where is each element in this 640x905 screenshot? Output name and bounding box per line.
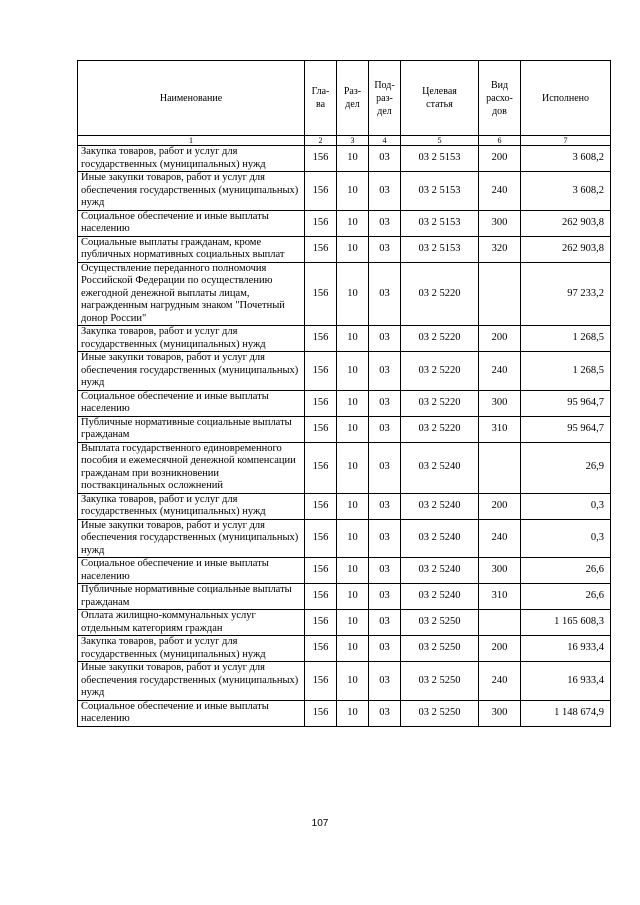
row-executed: 26,6 bbox=[521, 584, 611, 610]
row-executed: 0,3 bbox=[521, 493, 611, 519]
row-subsection: 03 bbox=[369, 172, 401, 211]
row-subsection: 03 bbox=[369, 584, 401, 610]
table-row bbox=[78, 262, 611, 326]
row-expense-type: 310 bbox=[479, 584, 521, 610]
row-name: Закупка товаров, работ и услуг для государственных (муниципальных) нужд bbox=[78, 493, 305, 519]
column-number: 1 bbox=[78, 136, 305, 146]
table-row bbox=[78, 700, 611, 726]
row-section: 10 bbox=[337, 610, 369, 636]
table-row bbox=[78, 172, 611, 211]
row-target: 03 2 5240 bbox=[401, 558, 479, 584]
table-row bbox=[78, 493, 611, 519]
row-subsection: 03 bbox=[369, 236, 401, 262]
table-row bbox=[78, 146, 611, 172]
row-expense-type: 200 bbox=[479, 326, 521, 352]
row-chapter: 156 bbox=[305, 326, 337, 352]
row-section: 10 bbox=[337, 636, 369, 662]
row-target: 03 2 5153 bbox=[401, 210, 479, 236]
row-name: Социальные выплаты гражданам, кроме публичных нормативных социальных выплат bbox=[78, 236, 305, 262]
row-chapter: 156 bbox=[305, 519, 337, 558]
table-row bbox=[78, 636, 611, 662]
table-row bbox=[78, 210, 611, 236]
row-section: 10 bbox=[337, 700, 369, 726]
budget-table bbox=[77, 60, 611, 727]
table-row bbox=[78, 236, 611, 262]
column-number: 4 bbox=[369, 136, 401, 146]
row-chapter: 156 bbox=[305, 493, 337, 519]
row-executed: 1 268,5 bbox=[521, 352, 611, 391]
row-expense-type: 300 bbox=[479, 210, 521, 236]
row-subsection: 03 bbox=[369, 662, 401, 701]
header-target: Целевая статья bbox=[401, 61, 479, 136]
row-target: 03 2 5240 bbox=[401, 493, 479, 519]
row-expense-type: 320 bbox=[479, 236, 521, 262]
column-number: 5 bbox=[401, 136, 479, 146]
row-name: Иные закупки товаров, работ и услуг для обеспечения государственных (муниципальных) нужд bbox=[78, 662, 305, 701]
row-chapter: 156 bbox=[305, 610, 337, 636]
row-expense-type: 300 bbox=[479, 558, 521, 584]
row-section: 10 bbox=[337, 558, 369, 584]
row-name: Выплата государственного единовременного пособия и ежемесячной денежной компенсации гражданам при возникновении поствакцинальных осложнений bbox=[78, 442, 305, 493]
row-name: Закупка товаров, работ и услуг для государственных (муниципальных) нужд bbox=[78, 636, 305, 662]
row-target: 03 2 5220 bbox=[401, 416, 479, 442]
row-expense-type: 310 bbox=[479, 416, 521, 442]
row-executed: 95 964,7 bbox=[521, 416, 611, 442]
row-subsection: 03 bbox=[369, 210, 401, 236]
row-chapter: 156 bbox=[305, 390, 337, 416]
row-executed: 95 964,7 bbox=[521, 390, 611, 416]
row-chapter: 156 bbox=[305, 584, 337, 610]
row-subsection: 03 bbox=[369, 416, 401, 442]
row-expense-type: 200 bbox=[479, 493, 521, 519]
row-section: 10 bbox=[337, 584, 369, 610]
row-expense-type: 240 bbox=[479, 352, 521, 391]
row-target: 03 2 5250 bbox=[401, 636, 479, 662]
row-name: Социальное обеспечение и иные выплаты населению bbox=[78, 210, 305, 236]
row-subsection: 03 bbox=[369, 262, 401, 326]
row-target: 03 2 5250 bbox=[401, 662, 479, 701]
header-name: Наименование bbox=[78, 61, 305, 136]
table-row bbox=[78, 352, 611, 391]
row-target: 03 2 5220 bbox=[401, 262, 479, 326]
row-chapter: 156 bbox=[305, 662, 337, 701]
row-section: 10 bbox=[337, 493, 369, 519]
row-section: 10 bbox=[337, 172, 369, 211]
row-expense-type: 200 bbox=[479, 146, 521, 172]
row-executed: 97 233,2 bbox=[521, 262, 611, 326]
row-subsection: 03 bbox=[369, 390, 401, 416]
row-name: Закупка товаров, работ и услуг для государственных (муниципальных) нужд bbox=[78, 326, 305, 352]
row-expense-type: 240 bbox=[479, 519, 521, 558]
row-expense-type: 300 bbox=[479, 390, 521, 416]
table-row bbox=[78, 442, 611, 493]
row-expense-type: 240 bbox=[479, 172, 521, 211]
row-subsection: 03 bbox=[369, 352, 401, 391]
row-chapter: 156 bbox=[305, 558, 337, 584]
row-name: Публичные нормативные социальные выплаты гражданам bbox=[78, 416, 305, 442]
row-expense-type: 200 bbox=[479, 636, 521, 662]
table-row bbox=[78, 326, 611, 352]
column-number-row bbox=[78, 136, 611, 146]
row-subsection: 03 bbox=[369, 636, 401, 662]
row-target: 03 2 5250 bbox=[401, 610, 479, 636]
row-executed: 3 608,2 bbox=[521, 146, 611, 172]
table-body bbox=[78, 146, 611, 727]
row-target: 03 2 5220 bbox=[401, 352, 479, 391]
table-row bbox=[78, 610, 611, 636]
row-executed: 262 903,8 bbox=[521, 236, 611, 262]
row-executed: 26,9 bbox=[521, 442, 611, 493]
row-name: Закупка товаров, работ и услуг для государственных (муниципальных) нужд bbox=[78, 146, 305, 172]
column-number: 7 bbox=[521, 136, 611, 146]
row-chapter: 156 bbox=[305, 700, 337, 726]
row-name: Оплата жилищно-коммунальных услуг отдельным категориям граждан bbox=[78, 610, 305, 636]
row-section: 10 bbox=[337, 416, 369, 442]
row-section: 10 bbox=[337, 326, 369, 352]
row-target: 03 2 5220 bbox=[401, 390, 479, 416]
column-number: 2 bbox=[305, 136, 337, 146]
row-target: 03 2 5220 bbox=[401, 326, 479, 352]
row-executed: 0,3 bbox=[521, 519, 611, 558]
column-number: 3 bbox=[337, 136, 369, 146]
row-target: 03 2 5250 bbox=[401, 700, 479, 726]
row-subsection: 03 bbox=[369, 610, 401, 636]
row-section: 10 bbox=[337, 390, 369, 416]
row-expense-type bbox=[479, 610, 521, 636]
row-name: Иные закупки товаров, работ и услуг для обеспечения государственных (муниципальных) нужд bbox=[78, 352, 305, 391]
row-executed: 16 933,4 bbox=[521, 662, 611, 701]
row-section: 10 bbox=[337, 236, 369, 262]
row-expense-type bbox=[479, 262, 521, 326]
row-subsection: 03 bbox=[369, 146, 401, 172]
table-row bbox=[78, 558, 611, 584]
header-section: Раз- дел bbox=[337, 61, 369, 136]
row-section: 10 bbox=[337, 352, 369, 391]
row-executed: 262 903,8 bbox=[521, 210, 611, 236]
row-executed: 16 933,4 bbox=[521, 636, 611, 662]
row-chapter: 156 bbox=[305, 262, 337, 326]
row-subsection: 03 bbox=[369, 519, 401, 558]
page-number: 107 bbox=[311, 818, 329, 829]
row-subsection: 03 bbox=[369, 326, 401, 352]
table-row bbox=[78, 662, 611, 701]
row-target: 03 2 5240 bbox=[401, 519, 479, 558]
row-name: Социальное обеспечение и иные выплаты населению bbox=[78, 700, 305, 726]
row-chapter: 156 bbox=[305, 236, 337, 262]
row-section: 10 bbox=[337, 662, 369, 701]
row-target: 03 2 5240 bbox=[401, 584, 479, 610]
row-expense-type: 300 bbox=[479, 700, 521, 726]
header-subsection: Под- раз- дел bbox=[369, 61, 401, 136]
row-subsection: 03 bbox=[369, 700, 401, 726]
row-target: 03 2 5153 bbox=[401, 146, 479, 172]
row-subsection: 03 bbox=[369, 442, 401, 493]
row-target: 03 2 5240 bbox=[401, 442, 479, 493]
row-name: Иные закупки товаров, работ и услуг для обеспечения государственных (муниципальных) нужд bbox=[78, 172, 305, 211]
row-chapter: 156 bbox=[305, 416, 337, 442]
row-executed: 3 608,2 bbox=[521, 172, 611, 211]
row-executed: 1 148 674,9 bbox=[521, 700, 611, 726]
row-section: 10 bbox=[337, 519, 369, 558]
row-target: 03 2 5153 bbox=[401, 236, 479, 262]
row-executed: 1 268,5 bbox=[521, 326, 611, 352]
row-subsection: 03 bbox=[369, 493, 401, 519]
table-row bbox=[78, 416, 611, 442]
table-row bbox=[78, 584, 611, 610]
row-chapter: 156 bbox=[305, 636, 337, 662]
table-row bbox=[78, 390, 611, 416]
row-executed: 26,6 bbox=[521, 558, 611, 584]
row-expense-type: 240 bbox=[479, 662, 521, 701]
header-expense-type: Вид расхо- дов bbox=[479, 61, 521, 136]
row-name: Иные закупки товаров, работ и услуг для обеспечения государственных (муниципальных) нужд bbox=[78, 519, 305, 558]
row-target: 03 2 5153 bbox=[401, 172, 479, 211]
row-name: Публичные нормативные социальные выплаты гражданам bbox=[78, 584, 305, 610]
row-chapter: 156 bbox=[305, 172, 337, 211]
row-chapter: 156 bbox=[305, 442, 337, 493]
header-chapter: Гла- ва bbox=[305, 61, 337, 136]
row-chapter: 156 bbox=[305, 352, 337, 391]
row-name: Социальное обеспечение и иные выплаты населению bbox=[78, 558, 305, 584]
row-chapter: 156 bbox=[305, 146, 337, 172]
row-expense-type bbox=[479, 442, 521, 493]
table-row bbox=[78, 519, 611, 558]
row-chapter: 156 bbox=[305, 210, 337, 236]
row-name: Осуществление переданного полномочия Российской Федерации по осуществлению ежегодной денежной выплаты лицам, награжденным нагрудным знаком "Почетный донор России" bbox=[78, 262, 305, 326]
row-section: 10 bbox=[337, 262, 369, 326]
row-executed: 1 165 608,3 bbox=[521, 610, 611, 636]
row-name: Социальное обеспечение и иные выплаты населению bbox=[78, 390, 305, 416]
row-section: 10 bbox=[337, 442, 369, 493]
header-executed: Исполнено bbox=[521, 61, 611, 136]
header-row bbox=[78, 61, 611, 136]
row-section: 10 bbox=[337, 210, 369, 236]
column-number: 6 bbox=[479, 136, 521, 146]
row-subsection: 03 bbox=[369, 558, 401, 584]
row-section: 10 bbox=[337, 146, 369, 172]
